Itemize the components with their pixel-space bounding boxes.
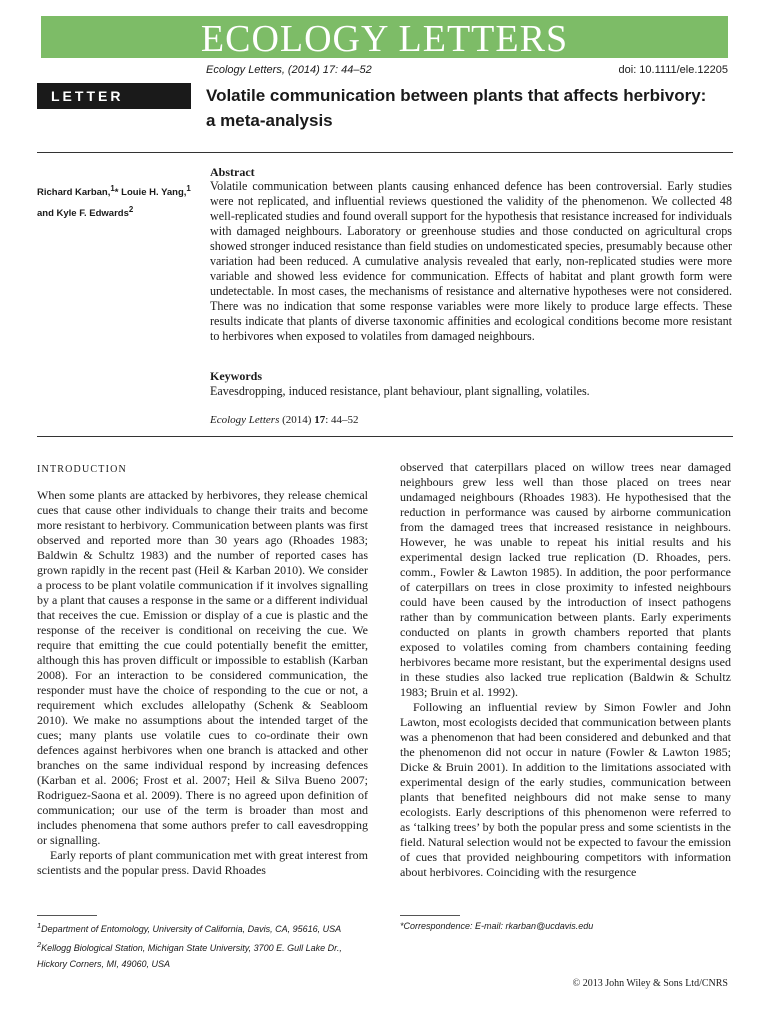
affiliations [37, 918, 377, 972]
author-sup: 2 [128, 205, 134, 215]
keywords-text: Eavesdropping, induced resistance, plant behaviour, plant signalling, volatiles. [210, 384, 590, 398]
paragraph: Following an influential review by Simon Fowler and John Lawton, most ecologists decided that communication between plants was a phenomenon that had been considered and debunked and that the phenomenon did not occur in nature (Fowler & Lawton 1985; Dicke & Bruin 2001). In addition to the limitations associated with experimental design of the early studies, communication between plants that benefited neighbours did not make sense to many ecologists. Early descriptions of this phenomenon were referred to as ‘talking trees’ by both the popular press and some scientists in the field. Natural selection would not be expected to favour the emission of cues that provided neighbouring competitors with information about herbivores. Coinciding with the resurgence [400, 700, 731, 879]
citation-journal: Ecology Letters [210, 414, 280, 426]
author-yang: Louie H. Yang, [118, 187, 187, 199]
footnote-rule-left [37, 915, 97, 916]
affiliation-sup: 2 [37, 940, 42, 949]
author-star: * [114, 187, 119, 199]
citation-volume: 17 [314, 414, 326, 426]
article-type-label: LETTER [37, 83, 191, 109]
copyright-notice: © 2013 John Wiley & Sons Ltd/CNRS [572, 978, 728, 989]
keywords-heading: Keywords [210, 369, 262, 383]
body-column-right [400, 460, 731, 880]
author-karban: Richard Karban, [37, 187, 111, 199]
citation-year: (2014) [279, 414, 315, 426]
paragraph: When some plants are attacked by herbivores, they release chemical cues that cause other individuals to change their traits and become more resistant to herbivory. Communication between plants was first observed and reported more than 30 years ago (Rhoades 1983; Baldwin & Schultz 1983) and the number of reported cases has grown rapidly in the recent past (Heil & Karban 2010). We consider a process to be plant volatile communication if it involves signalling by a plant that causes a response in the same or a different individual that receives the cue. Emission or display of a cue is plastic and the response of the receiver is conditional on receiving the cue. We require that emitting the cue could potentially benefit the emitter, although this has proven difficult or impossible to establish (Karban 2008). For an interaction to be considered communication, the responder must have the choice of responding to the cue or not, a requirement which excludes allelopathy (Schenk & Seabloom 2010). We make no assumptions about the intended target of the cues; many plants use volatile cues to co-ordinate their own defences against herbivores when one branch is attacked and other branches on the same individual respond by increasing defences (Karban et al. 2006; Frost et al. 2007; Heil & Silva Bueno 2007; Rodriguez-Saona et al. 2009). There is no agreed upon definition of communication; our use of the term is broader than most and includes phenomena that some authors prefer to call eavesdropping or signalling. [37, 488, 368, 847]
author-sup: 1 [186, 184, 191, 193]
article-title [206, 83, 736, 133]
article-title-line1: Volatile communication between plants that affects herbivory: [206, 86, 707, 105]
body-column-left [37, 462, 368, 878]
abstract-text: Volatile communication between plants causing enhanced defence has been controversial. Early studies were not replicated, and influential reviews questioned the validity of the phenomenon. We collected 48 well-replicated studies and found overall support for the hypothesis that resistance increased for individuals with damaged neighbours. Laboratory or greenhouse studies and those conducted on agricultural crops showed stronger induced resistance than field studies on undomesticated species, presumably because other variation had been reduced. A cumulative analysis revealed that early, non-replicated studies were more variable and showed less evidence for communication. Effects of habitat and plant growth form were undetectable. In most cases, the mechanisms of resistance and alternative hypotheses were not considered. There was no indication that some response variables were more likely to produce large effects. These results indicate that plants of diverse taxonomic affinities and ecological conditions become more resistant to herbivores when exposed to volatiles from damaged neighbours. [210, 179, 732, 343]
author-list [37, 180, 197, 222]
header-doi: doi: 10.1111/ele.12205 [618, 64, 728, 76]
affiliation-2: Kellogg Biological Station, Michigan State University, 3700 E. Gull Lake Dr., [41, 943, 342, 953]
header-citation: Ecology Letters, (2014) 17: 44–52 [206, 64, 372, 76]
abstract-heading: Abstract [210, 165, 255, 179]
author-sup: 1 [110, 184, 115, 193]
citation-pages: : 44–52 [325, 414, 359, 426]
affiliation-1: Department of Entomology, University of California, Davis, CA, 95616, USA [41, 924, 342, 934]
correspondence: *Correspondence: E-mail: rkarban@ucdavis.edu [400, 921, 594, 931]
journal-title: ECOLOGY LETTERS [200, 18, 569, 60]
divider-top [37, 152, 733, 153]
paragraph: observed that caterpillars placed on willow trees near damaged neighbours grew less well than those placed on trees near undamaged neighbours (Rhoades 1983). He hypothesised that the reduction in performance was caused by airborne communication from the damaged trees that increased resistance in neighbours. However, he was unable to repeat his initial results and his experimental design lacked true replication (D. Rhoades, pers. comm., Fowler & Lawton 1985). In addition, the poor performance of caterpillars on trees in close proximity to infested neighbours could have been caused by the introduction of insect pathogens rather than by communication between plants. Early experiments conducted on plants in growth chambers reported that plants exposed to volatiles coming from chambers containing feeding herbivores became more resistant, but the experimental designs used in these studies also lacked true replication (Baldwin & Schultz 1983; Bruin et al. 1992). [400, 460, 731, 699]
affiliation-2-cont: Hickory Corners, MI, 49060, USA [37, 959, 171, 969]
abstract-citation [210, 414, 359, 426]
journal-banner [41, 16, 728, 58]
divider-bottom [37, 436, 733, 437]
footnote-rule-right [400, 915, 460, 916]
author-edwards: and Kyle F. Edwards [37, 208, 129, 220]
article-title-line2: a meta-analysis [206, 111, 333, 130]
paragraph: Early reports of plant communication met with great interest from scientists and the popular press. David Rhoades [37, 848, 368, 877]
section-heading-introduction: INTRODUCTION [37, 464, 127, 475]
affiliation-sup: 1 [37, 921, 42, 930]
